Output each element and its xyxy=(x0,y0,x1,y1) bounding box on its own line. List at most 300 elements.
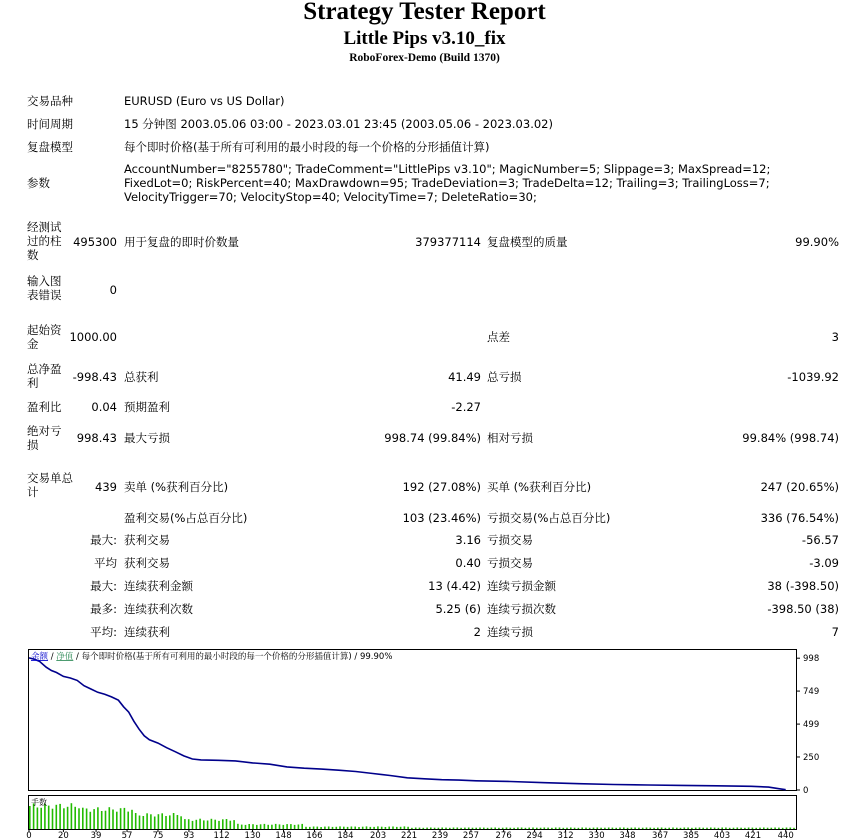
max-label: 最大: xyxy=(90,579,117,593)
volume-bar xyxy=(116,812,118,829)
average-profit-label: 获利交易 xyxy=(124,556,170,570)
volume-bar xyxy=(544,828,546,830)
volume-bar xyxy=(528,828,530,829)
volume-bar xyxy=(131,810,133,829)
largest-label: 最大: xyxy=(90,533,117,547)
volume-bar xyxy=(475,828,477,829)
max-consec-losses-value: 38 (-398.50) xyxy=(767,579,839,593)
volume-bar xyxy=(487,828,489,829)
volume-bar xyxy=(320,827,322,829)
volume-bar xyxy=(82,808,84,829)
x-tick-label: 385 xyxy=(682,831,700,839)
period-value: 15 分钟图 2003.05.06 03:00 - 2023.03.01 23:45 (2003.05.06 - 2023.03.02) xyxy=(124,117,553,131)
absdd-label: 绝对亏损 xyxy=(27,424,62,452)
x-tick-label: 367 xyxy=(652,831,669,839)
absdd-value: 998.43 xyxy=(76,431,117,445)
bars-value: 495300 xyxy=(73,235,117,249)
volume-bar xyxy=(305,827,307,829)
x-tick-label: 130 xyxy=(244,831,261,839)
volume-bar xyxy=(343,827,345,829)
volume-bar xyxy=(464,828,466,829)
volume-bar xyxy=(578,828,580,829)
y-tick-label: 749 xyxy=(803,687,820,698)
volume-bar xyxy=(563,828,565,829)
short-label: 卖单 (%获利百分比) xyxy=(124,480,229,494)
volume-bar xyxy=(169,815,171,829)
volume-bar xyxy=(173,813,175,829)
volume-bar xyxy=(547,828,549,829)
volume-bar xyxy=(226,819,228,829)
volume-bar xyxy=(733,828,735,829)
maxdd-label: 最大亏损 xyxy=(124,431,170,445)
volume-bar xyxy=(771,828,773,829)
maximal-label: 最多: xyxy=(90,602,117,616)
volume-bar xyxy=(40,808,42,829)
volume-bar xyxy=(373,827,375,829)
volume-bar xyxy=(362,827,364,829)
x-tick-label: 403 xyxy=(713,831,731,839)
netprofit-value: -998.43 xyxy=(72,370,117,384)
volume-bar xyxy=(328,827,330,830)
volume-bar xyxy=(388,827,390,829)
volume-bar xyxy=(676,828,678,829)
profit-trades-label: 盈利交易(%占总百分比) xyxy=(124,511,248,525)
volume-bar xyxy=(566,828,568,829)
volume-bar xyxy=(793,828,795,829)
legend-balance-text: 余额 xyxy=(31,652,49,662)
volume-bar xyxy=(109,807,111,829)
volume-bar xyxy=(597,828,599,830)
volume-bar xyxy=(426,828,428,829)
volume-bar xyxy=(423,828,425,829)
volume-bar xyxy=(120,808,122,829)
x-tick-label: 440 xyxy=(777,831,794,839)
main-plot-frame xyxy=(29,650,797,791)
bars-label: 经测试过的柱数 xyxy=(27,220,62,262)
volume-bar xyxy=(105,811,107,829)
volume-bar xyxy=(161,813,163,829)
x-tick-label: 184 xyxy=(337,831,354,839)
volume-bar xyxy=(457,828,459,830)
volume-bar xyxy=(790,828,792,830)
model-label: 复盘模型 xyxy=(27,140,73,154)
volume-bar xyxy=(267,825,269,829)
volume-bar xyxy=(301,824,303,829)
volume-bar xyxy=(445,828,447,829)
volume-bar xyxy=(86,809,88,830)
pf-value: 0.04 xyxy=(91,400,117,414)
spread-value: 3 xyxy=(831,330,839,344)
maximal-consec-profit-label: 连续获利次数 xyxy=(124,602,193,616)
volume-bar xyxy=(714,828,716,829)
volume-bar xyxy=(97,807,99,829)
largest-loss-label: 亏损交易 xyxy=(487,533,533,547)
x-tick-label: 39 xyxy=(90,831,102,839)
reldd-value: 99.84% (998.74) xyxy=(742,431,839,445)
volume-bar xyxy=(309,827,311,829)
volume-bar xyxy=(392,827,394,830)
volume-bar xyxy=(718,828,720,829)
volume-bar xyxy=(494,828,496,830)
volume-bar xyxy=(778,828,780,829)
volume-bar xyxy=(453,828,455,830)
grossprofit-value: 41.49 xyxy=(448,370,481,384)
volume-bar xyxy=(256,825,258,829)
volume-bar xyxy=(336,827,338,829)
volume-bar xyxy=(612,828,614,829)
volume-bar xyxy=(763,828,765,830)
volume-bar xyxy=(317,827,319,829)
volume-bar xyxy=(377,826,379,829)
volume-bar xyxy=(279,824,281,829)
volume-bar xyxy=(150,814,152,829)
volume-bar xyxy=(290,824,292,829)
ticks-value: 379377114 xyxy=(415,235,481,249)
volume-bar xyxy=(294,825,296,829)
volume-bar xyxy=(744,828,746,829)
volume-bar xyxy=(264,824,266,829)
x-tick-label: 257 xyxy=(462,831,480,839)
avg-consec-losses-value: 7 xyxy=(831,625,839,639)
avg-consec-wins-value: 2 xyxy=(473,625,481,639)
volume-bar xyxy=(551,828,553,829)
quality-value: 99.90% xyxy=(795,235,839,249)
volume-bar xyxy=(313,827,315,830)
symbol-value: EURUSD (Euro vs US Dollar) xyxy=(124,94,285,108)
maximal-consec-loss-value: -398.50 (38) xyxy=(767,602,839,616)
y-tick-label: 0 xyxy=(803,786,809,796)
x-tick-label: 148 xyxy=(275,831,292,839)
volume-bar xyxy=(657,828,659,829)
reldd-label: 相对亏损 xyxy=(487,431,533,445)
volume-bar xyxy=(67,807,69,829)
volume-bar xyxy=(230,821,232,829)
volume-bar xyxy=(506,828,508,830)
volume-bar xyxy=(449,828,451,829)
volume-bar xyxy=(661,828,663,830)
volume-bar xyxy=(78,808,80,829)
x-tick-label: 75 xyxy=(152,831,164,839)
volume-bar xyxy=(275,824,277,829)
volume-bar xyxy=(699,828,701,830)
volume-bar xyxy=(767,828,769,829)
trades-value: 439 xyxy=(95,480,117,494)
x-tick-label: 312 xyxy=(557,831,574,839)
expert-name: Little Pips v3.10_fix xyxy=(343,28,506,49)
volume-bar xyxy=(93,809,95,829)
volume-bar xyxy=(370,827,372,829)
server-build: RoboForex-Demo (Build 1370) xyxy=(349,52,500,64)
volume-bar xyxy=(472,828,474,829)
volume-bar xyxy=(381,827,383,829)
volume-bar xyxy=(737,828,739,830)
volume-bar xyxy=(438,828,440,829)
volume-bar xyxy=(358,827,360,829)
x-tick-label: 294 xyxy=(526,831,543,839)
profit-trades-value: 103 (23.46%) xyxy=(402,511,481,525)
average-loss-label: 亏损交易 xyxy=(487,556,533,570)
volume-bar xyxy=(351,827,353,830)
volume-bar xyxy=(385,827,387,829)
volume-bar xyxy=(33,803,35,829)
volume-bar xyxy=(354,827,356,829)
volume-bar xyxy=(214,820,216,829)
volume-bar xyxy=(642,828,644,829)
volume-bar xyxy=(740,828,742,829)
volume-bar xyxy=(706,828,708,829)
volume-bar xyxy=(127,812,129,829)
volume-bar xyxy=(63,808,65,829)
volume-bar xyxy=(222,819,224,829)
pf-label: 盈利比 xyxy=(27,400,62,414)
volume-bar xyxy=(188,819,190,829)
x-tick-label: 348 xyxy=(619,831,636,839)
volume-bar xyxy=(218,821,220,829)
params-value: AccountNumber="8255780"; TradeComment="LittlePips v3.10"; MagicNumber=5; Slippage=3; MaxSpread=12; FixedLot=0; RiskPercent=40; MaxDrawdown=95; TradeDeviation=3; TradeDelta=12; Trailing=3; TrailingLoss=7; VelocityTrigger=70; VelocityStop=40; VelocityTime=7; DeleteRatio=30; xyxy=(124,162,771,204)
volume-bar xyxy=(680,828,682,829)
volume-bar xyxy=(112,810,114,830)
volume-bar xyxy=(158,814,160,829)
volume-bar xyxy=(634,828,636,830)
x-tick-label: 421 xyxy=(744,831,762,839)
volume-bar xyxy=(498,828,500,829)
volume-bar xyxy=(615,828,617,829)
volume-bar xyxy=(135,813,137,829)
spread-label: 点差 xyxy=(487,330,510,344)
volume-bar xyxy=(483,828,485,829)
volume-bar xyxy=(623,828,625,830)
volume-bar xyxy=(48,806,50,829)
volume-bar xyxy=(184,819,186,829)
volume-bar xyxy=(203,820,205,829)
short-value: 192 (27.08%) xyxy=(402,480,481,494)
params-label: 参数 xyxy=(27,176,50,190)
volume-bar xyxy=(646,828,648,830)
y-tick-label: 998 xyxy=(803,654,820,665)
volume-bar xyxy=(404,826,406,829)
largest-profit-value: 3.16 xyxy=(455,533,481,547)
x-tick-label: 166 xyxy=(306,831,323,839)
x-tick-label: 221 xyxy=(400,831,418,839)
volume-bar xyxy=(593,828,595,829)
volume-bar xyxy=(407,827,409,829)
volume-bar xyxy=(684,828,686,830)
volume-bar xyxy=(411,828,413,829)
x-tick-label: 93 xyxy=(183,831,195,839)
volume-bar xyxy=(752,828,754,829)
volume-bar xyxy=(631,828,633,829)
volume-bar xyxy=(672,828,674,830)
expected-label: 预期盈利 xyxy=(124,400,170,414)
volume-bar xyxy=(460,828,462,829)
volume-bar xyxy=(415,828,417,830)
loss-trades-label: 亏损交易(%占总百分比) xyxy=(487,511,611,525)
legend-model-text: / 每个即时价格(基于所有可利用的最小时段的每一个价格的分形插值计算) / 99.90% xyxy=(73,652,393,662)
volume-bar xyxy=(608,828,610,830)
volume-bar xyxy=(124,808,126,829)
volume-bar xyxy=(237,824,239,829)
long-label: 买单 (%获利百分比) xyxy=(487,480,592,494)
volume-bar xyxy=(71,803,73,829)
y-tick-label: 250 xyxy=(803,752,820,763)
x-tick-label: 203 xyxy=(369,831,387,839)
volume-bar xyxy=(199,819,201,829)
volume-bar xyxy=(298,825,300,830)
volume-bar xyxy=(101,811,103,829)
avg-consec-losses-label: 连续亏损 xyxy=(487,625,533,639)
x-tick-label: 0 xyxy=(26,831,32,839)
grossprofit-label: 总获利 xyxy=(124,370,159,384)
x-tick-label: 20 xyxy=(57,831,69,839)
volume-bar xyxy=(665,828,667,829)
volume-bar xyxy=(37,808,39,830)
volume-bar xyxy=(241,825,243,829)
average-label: 平均 xyxy=(94,556,117,570)
volume-bar xyxy=(782,828,784,829)
volume-bar xyxy=(245,825,247,829)
loss-trades-value: 336 (76.54%) xyxy=(760,511,839,525)
volume-bar xyxy=(332,827,334,829)
volume-bar xyxy=(44,804,46,830)
volume-bar xyxy=(589,828,591,829)
volume-bar xyxy=(347,827,349,829)
volume-bar xyxy=(324,827,326,829)
symbol-label: 交易品种 xyxy=(27,94,73,108)
period-label: 时间周期 xyxy=(27,117,73,131)
volume-bar xyxy=(687,828,689,830)
volume-bar xyxy=(502,828,504,829)
volume-bar xyxy=(419,828,421,829)
errors-label: 输入图表错误 xyxy=(27,274,62,302)
largest-loss-value: -56.57 xyxy=(801,533,839,547)
volume-bar xyxy=(491,828,493,829)
volume-bar xyxy=(59,804,61,829)
max-consec-losses-label: 连续亏损金额 xyxy=(487,579,556,593)
volume-bar xyxy=(570,828,572,830)
volume-bar xyxy=(339,826,341,829)
volume-bar xyxy=(56,805,58,829)
volume-bar xyxy=(430,828,432,830)
volume-bar xyxy=(283,825,285,829)
volume-bar xyxy=(710,828,712,830)
volume-bar xyxy=(196,820,198,829)
volume-bar xyxy=(600,828,602,829)
volume-bar xyxy=(154,817,156,830)
largest-profit-label: 获利交易 xyxy=(124,533,170,547)
trades-label: 交易单总计 xyxy=(27,471,73,499)
deposit-label: 起始资金 xyxy=(27,323,62,351)
legend-equity-text: 净值 xyxy=(56,652,74,662)
volume-bar xyxy=(695,828,697,829)
volume-bar xyxy=(540,828,542,829)
avg2-label: 平均: xyxy=(90,625,117,639)
volume-bar xyxy=(233,820,235,829)
volume-bar xyxy=(786,828,788,830)
volume-bar xyxy=(585,828,587,829)
x-tick-label: 57 xyxy=(121,831,133,839)
volume-bar xyxy=(748,828,750,830)
volume-bar xyxy=(619,828,621,830)
volume-bar xyxy=(74,807,76,829)
legend-balance: 余额 / 净值 / 每个即时价格(基于所有可利用的最小时段的每一个价格的分形插值计算) / 99.90% xyxy=(31,652,393,662)
x-tick-label: 239 xyxy=(431,831,449,839)
expected-value: -2.27 xyxy=(451,400,481,414)
volume-bar xyxy=(532,828,534,830)
volume-bar xyxy=(211,819,213,829)
long-value: 247 (20.65%) xyxy=(760,480,839,494)
volume-bar xyxy=(468,828,470,830)
average-profit-value: 0.40 xyxy=(455,556,481,570)
volume-bar xyxy=(755,828,757,829)
volume-bar xyxy=(702,828,704,829)
volume-bar xyxy=(366,826,368,829)
max-consec-wins-label: 连续获利金额 xyxy=(124,579,193,593)
balance-chart xyxy=(28,649,828,839)
volume-bar xyxy=(271,825,273,829)
volume-bar xyxy=(441,828,443,830)
x-tick-label: 330 xyxy=(588,831,605,839)
volume-bar xyxy=(653,828,655,829)
volume-bar xyxy=(180,816,182,829)
volume-bar xyxy=(177,815,179,829)
volume-bar xyxy=(517,828,519,830)
maximal-consec-loss-label: 连续亏损次数 xyxy=(487,602,556,616)
volume-bar xyxy=(513,828,515,829)
volume-bar xyxy=(396,827,398,829)
volume-bar xyxy=(525,828,527,829)
volume-bar xyxy=(729,828,731,829)
volume-bar xyxy=(143,816,145,829)
volume-bar xyxy=(146,813,148,829)
average-loss-value: -3.09 xyxy=(809,556,839,570)
volume-bar xyxy=(139,816,141,830)
report-title: Strategy Tester Report xyxy=(303,0,546,25)
quality-label: 复盘模型的质量 xyxy=(487,235,568,249)
volume-bar xyxy=(192,821,194,829)
errors-value: 0 xyxy=(109,283,117,297)
volume-bar xyxy=(638,828,640,829)
grossloss-label: 总亏损 xyxy=(487,370,522,384)
volume-bar xyxy=(479,828,481,830)
volume-bar xyxy=(536,828,538,829)
maxdd-value: 998.74 (99.84%) xyxy=(384,431,481,445)
volume-bar xyxy=(510,828,512,829)
volume-bar xyxy=(555,828,557,830)
volume-bar xyxy=(248,824,250,829)
volume-bar xyxy=(521,828,523,830)
x-tick-label: 276 xyxy=(495,831,512,839)
volume-bar xyxy=(29,806,31,829)
deposit-value: 1000.00 xyxy=(69,330,117,344)
volume-bar xyxy=(165,816,167,829)
maximal-consec-profit-value: 5.25 (6) xyxy=(435,602,481,616)
volume-bar xyxy=(725,828,727,830)
volume-bar xyxy=(774,828,776,830)
grossloss-value: -1039.92 xyxy=(787,370,839,384)
volume-bar xyxy=(260,824,262,829)
model-value: 每个即时价格(基于所有可利用的最小时段的每一个价格的分形插值计算) xyxy=(124,140,490,154)
volume-bar xyxy=(434,828,436,829)
volume-bar xyxy=(721,828,723,830)
volume-bar xyxy=(604,828,606,829)
volume-label: 手数 xyxy=(31,798,47,807)
volume-bar xyxy=(52,809,54,829)
volume-bar xyxy=(90,812,92,829)
volume-bar xyxy=(581,828,583,830)
volume-bar xyxy=(400,827,402,829)
volume-bar xyxy=(574,828,576,829)
volume-bar xyxy=(559,828,561,830)
